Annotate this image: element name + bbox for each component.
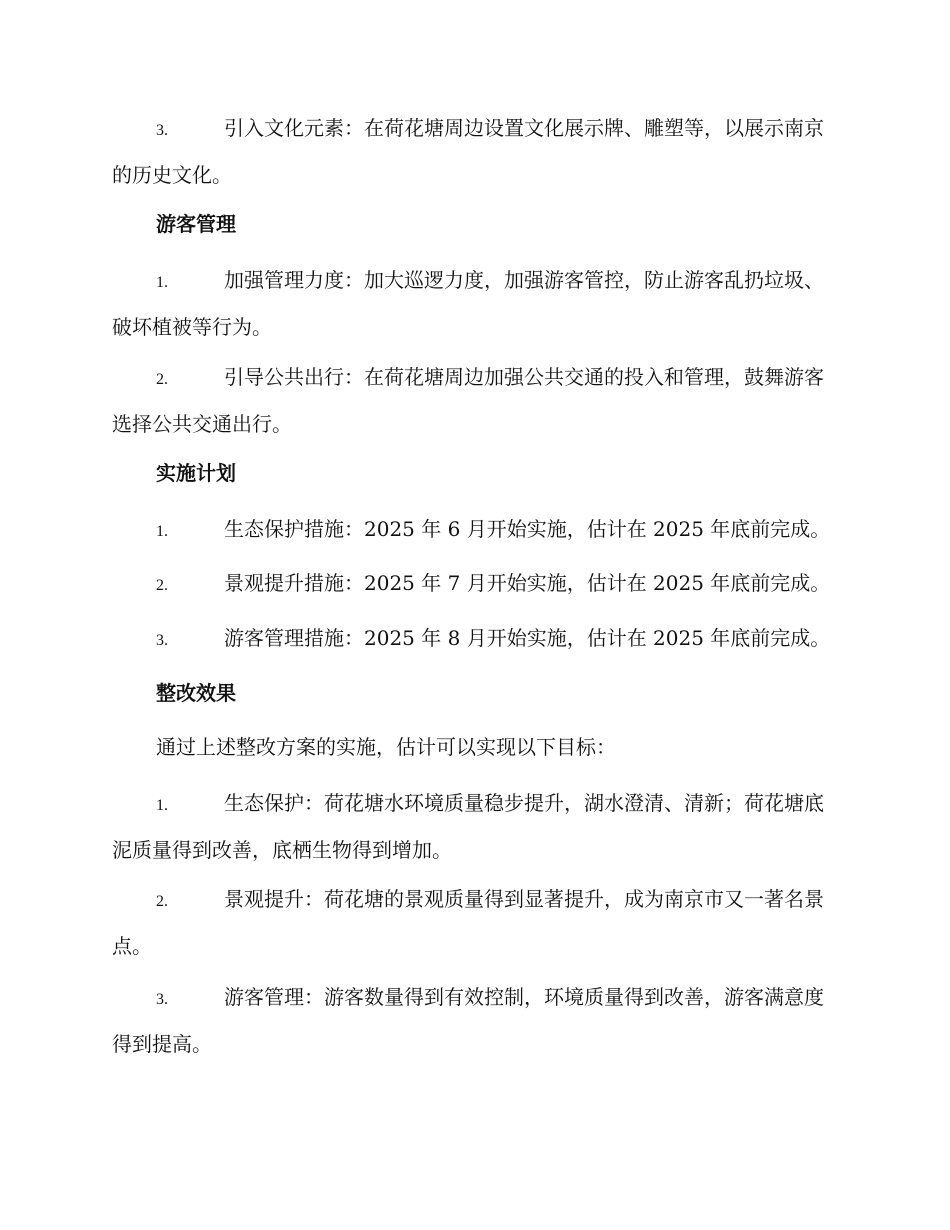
list-item [112, 355, 834, 446]
list-number: 2. [156, 577, 168, 594]
list-number: 1. [156, 274, 168, 291]
list-item-culture [112, 106, 834, 197]
list-item [112, 507, 834, 554]
section-heading-implementation-plan: 实施计划 [156, 461, 236, 485]
list-item [112, 975, 834, 1066]
list-item-text: 景观提升措施：2025 年 7 月开始实施，估计在 2025 年底前完成。 [224, 571, 831, 595]
list-item-text: 生态保护：荷花塘水环境质量稳步提升，湖水澄清、清新；荷花塘底泥质量得到改善，底栖生物得到增加。 [112, 791, 824, 862]
list-item-text: 加强管理力度：加大巡逻力度，加强游客管控，防止游客乱扔垃圾、破坏植被等行为。 [112, 268, 824, 339]
section-heading-visitor-management: 游客管理 [156, 212, 236, 236]
list-item-text: 引入文化元素：在荷花塘周边设置文化展示牌、雕塑等，以展示南京的历史文化。 [112, 116, 824, 187]
list-item [112, 258, 834, 349]
list-item-text: 景观提升：荷花塘的景观质量得到显著提升，成为南京市又一著名景点。 [112, 887, 824, 958]
list-number: 2. [156, 371, 168, 388]
list-item-text: 生态保护措施：2025 年 6 月开始实施，估计在 2025 年底前完成。 [224, 517, 831, 541]
intro-paragraph: 通过上述整改方案的实施，估计可以实现以下目标： [156, 735, 616, 759]
list-number: 1. [156, 797, 168, 814]
list-number: 3. [156, 632, 168, 649]
list-number: 1. [156, 523, 168, 540]
list-item [112, 616, 834, 663]
list-number: 2. [156, 893, 168, 910]
list-number: 3. [156, 991, 168, 1008]
section-heading-rectification-effect: 整改效果 [156, 681, 236, 705]
list-item [112, 877, 834, 968]
list-item [112, 561, 834, 608]
list-number: 3. [156, 122, 168, 139]
list-item-text: 引导公共出行：在荷花塘周边加强公共交通的投入和管理，鼓舞游客选择公共交通出行。 [112, 365, 824, 436]
list-item [112, 781, 834, 872]
list-item-text: 游客管理：游客数量得到有效控制，环境质量得到改善，游客满意度得到提高。 [112, 985, 824, 1056]
list-item-text: 游客管理措施：2025 年 8 月开始实施，估计在 2025 年底前完成。 [224, 626, 831, 650]
